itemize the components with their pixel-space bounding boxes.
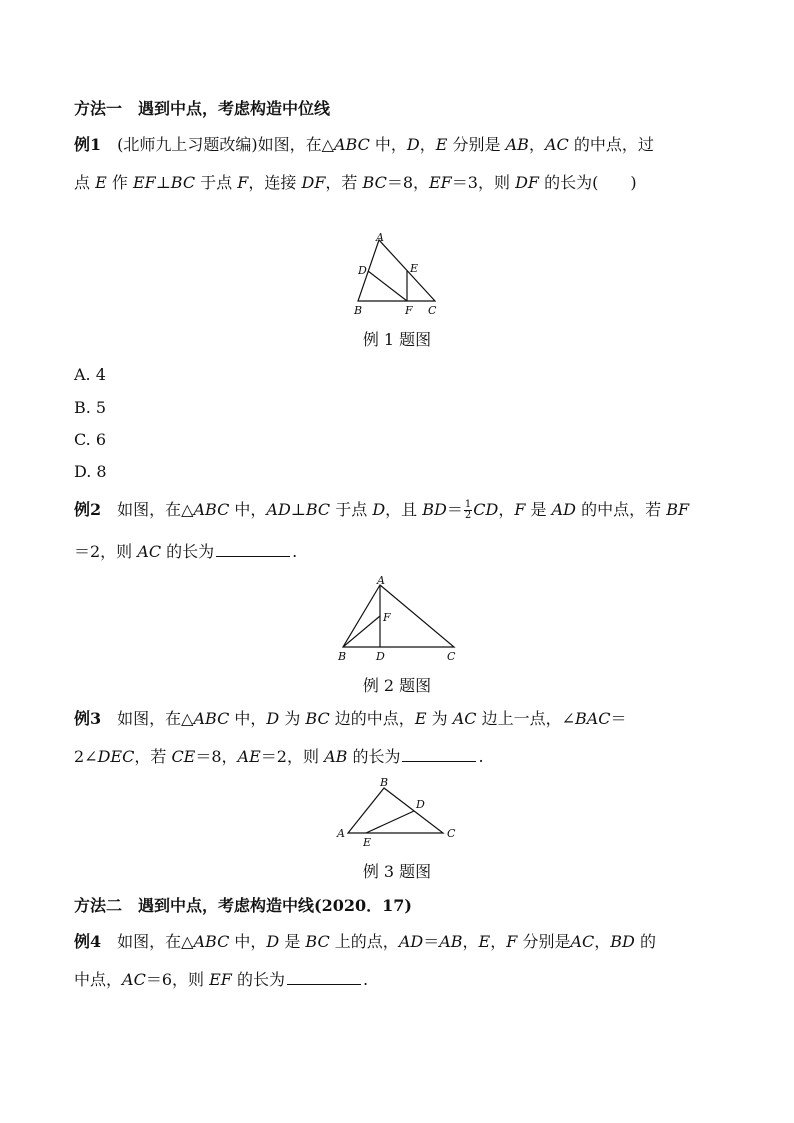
text: ＝ <box>446 500 463 519</box>
example-1-figure <box>350 228 450 322</box>
math: AC <box>544 135 569 154</box>
example-3-line-1 <box>74 708 627 730</box>
text: 分别是 <box>517 932 571 951</box>
segment-ed <box>366 811 414 833</box>
label-b: B <box>338 650 347 663</box>
math: F <box>514 500 526 519</box>
text: 为 <box>426 709 453 728</box>
math: DF <box>515 173 539 192</box>
text: ，若 <box>134 747 172 766</box>
example-2-line-1 <box>74 499 689 521</box>
text: ， <box>419 135 436 154</box>
math: CE <box>171 747 196 766</box>
math: D <box>372 500 386 519</box>
text: ⊥ <box>155 173 171 192</box>
text: ＝ <box>610 709 627 728</box>
text: 分别是 <box>447 135 506 154</box>
math: AB <box>324 747 348 766</box>
text: 边上一点，∠ <box>476 709 575 728</box>
text: ， <box>498 500 515 519</box>
text: 点 <box>74 173 96 192</box>
text: 上的点， <box>329 932 399 951</box>
text: 的 <box>634 932 656 951</box>
text: ，连接 <box>248 173 302 192</box>
label-b: B <box>354 304 363 317</box>
label-a: A <box>337 827 345 840</box>
math: D <box>266 932 280 951</box>
text: ， <box>490 932 507 951</box>
option-d: D. 8 <box>74 462 107 481</box>
fraction-numerator: 1 <box>464 499 472 510</box>
label-f: F <box>405 304 413 317</box>
text: 于点 <box>195 173 238 192</box>
math: AE <box>237 747 261 766</box>
label-e: E <box>410 262 419 275</box>
option-c: C. 6 <box>74 430 107 449</box>
label-d: D <box>416 798 425 811</box>
math: AC <box>137 542 162 561</box>
math: E <box>478 932 491 951</box>
text: 中， <box>229 932 267 951</box>
label-b: B <box>380 776 389 789</box>
math: F <box>237 173 249 192</box>
text: 中， <box>229 500 267 519</box>
example-3-caption: 例 3 题图 <box>362 862 432 881</box>
math: E <box>95 173 107 192</box>
text: ＝ <box>423 932 440 951</box>
text: 如图，在△ <box>257 135 334 154</box>
text: ，若 <box>325 173 363 192</box>
text: ⊥ <box>290 500 306 519</box>
example-2-label: 例2 <box>74 500 102 519</box>
math: CD <box>473 500 499 519</box>
text: 的中点，若 <box>576 500 667 519</box>
math: BD <box>422 500 447 519</box>
text: ＝8， <box>386 173 429 192</box>
text: 中点， <box>74 970 123 989</box>
math: EF <box>209 970 232 989</box>
text: 的长为( ) <box>539 173 637 192</box>
segment-df <box>368 271 407 301</box>
text: 为 <box>279 709 306 728</box>
text: 是 <box>279 932 306 951</box>
text: 于点 <box>330 500 373 519</box>
label-a: A <box>376 231 384 244</box>
example-1-line-2 <box>74 172 637 194</box>
example-1-source: (北师九上习题改编) <box>117 135 258 154</box>
text: 如图，在△ <box>117 932 194 951</box>
triangle-abc <box>343 585 454 647</box>
answer-blank[interactable] <box>402 747 476 762</box>
text: . <box>292 542 298 561</box>
math: BD <box>610 932 635 951</box>
text: ＝6，则 <box>145 970 210 989</box>
math: AC <box>452 709 477 728</box>
example-3-label: 例3 <box>74 709 102 728</box>
text: ， <box>594 932 611 951</box>
text: ＝2，则 <box>74 542 138 561</box>
math: E <box>435 135 448 154</box>
example-2-caption: 例 2 题图 <box>362 676 432 695</box>
text: 如图，在△ <box>117 500 194 519</box>
math: DEC <box>97 747 135 766</box>
text: 的中点，过 <box>568 135 654 154</box>
math: ABC <box>193 932 230 951</box>
math: BC <box>305 709 330 728</box>
answer-blank[interactable] <box>287 970 361 985</box>
text: 作 <box>106 173 133 192</box>
text: 的长为 <box>231 970 285 989</box>
math: BF <box>666 500 690 519</box>
math: AB <box>439 932 463 951</box>
example-4-line-2 <box>74 969 368 991</box>
label-f: F <box>383 611 391 624</box>
math: AD <box>266 500 291 519</box>
math: BAC <box>574 709 611 728</box>
method-2-heading <box>74 895 412 917</box>
triangle-abc <box>348 788 443 833</box>
method-2-title: 方法二 <box>74 896 123 915</box>
example-2-line-2 <box>74 541 297 563</box>
text: 如图，在△ <box>117 709 194 728</box>
math: EF <box>132 173 156 192</box>
math: BC <box>305 932 330 951</box>
text: ＝3，则 <box>451 173 516 192</box>
option-a: A. 4 <box>74 365 106 384</box>
label-e: E <box>363 836 372 849</box>
label-c: C <box>428 304 437 317</box>
math: ABC <box>333 135 370 154</box>
math: AC <box>570 932 595 951</box>
math: AD <box>398 932 424 951</box>
text: 的长为 <box>161 542 215 561</box>
label-d: D <box>358 264 367 277</box>
example-1-label: 例1 <box>74 135 102 154</box>
text: . <box>478 747 484 766</box>
text: 是 <box>525 500 552 519</box>
text: 边的中点， <box>329 709 415 728</box>
math: ABC <box>193 500 230 519</box>
example-1-line-1 <box>74 134 654 156</box>
example-4-line-1 <box>74 931 656 953</box>
fraction-one-half <box>464 500 472 521</box>
method-1-desc: 遇到中点，考虑构造中位线 <box>138 99 331 118</box>
fraction-denominator: 2 <box>464 510 472 521</box>
text: ， <box>528 135 545 154</box>
method-1-heading <box>74 98 330 120</box>
example-3-line-2 <box>74 746 484 768</box>
example-3-figure <box>332 774 462 850</box>
math: BC <box>170 173 196 192</box>
math: DF <box>301 173 326 192</box>
triangle-abc <box>358 240 435 301</box>
label-c: C <box>447 827 456 840</box>
math: E <box>414 709 427 728</box>
math: D <box>266 709 280 728</box>
text: 2∠ <box>74 747 98 766</box>
option-b: B. 5 <box>74 398 107 417</box>
math: AD <box>551 500 577 519</box>
example-2-figure <box>332 572 462 666</box>
math: BC <box>305 500 331 519</box>
text: ， <box>462 932 479 951</box>
text: ＝2，则 <box>260 747 325 766</box>
method-1-title: 方法一 <box>74 99 123 118</box>
math: BC <box>362 173 387 192</box>
answer-blank[interactable] <box>216 542 290 557</box>
text: . <box>362 970 369 989</box>
label-a: A <box>377 574 385 587</box>
label-d: D <box>376 650 385 663</box>
example-1-caption: 例 1 题图 <box>362 330 432 349</box>
math: ABC <box>193 709 230 728</box>
math: D <box>406 135 420 154</box>
math: EF <box>429 173 452 192</box>
text: 中， <box>369 135 407 154</box>
math: AB <box>505 135 529 154</box>
text: 中， <box>229 709 267 728</box>
label-c: C <box>447 650 456 663</box>
segment-bf <box>343 616 380 647</box>
math: F <box>506 932 518 951</box>
method-2-desc: 遇到中点，考虑构造中线(2020．17) <box>138 896 412 915</box>
text: ，且 <box>385 500 423 519</box>
example-4-label: 例4 <box>74 932 102 951</box>
math: AC <box>122 970 146 989</box>
text: 的长为 <box>347 747 401 766</box>
text: ＝8， <box>195 747 238 766</box>
